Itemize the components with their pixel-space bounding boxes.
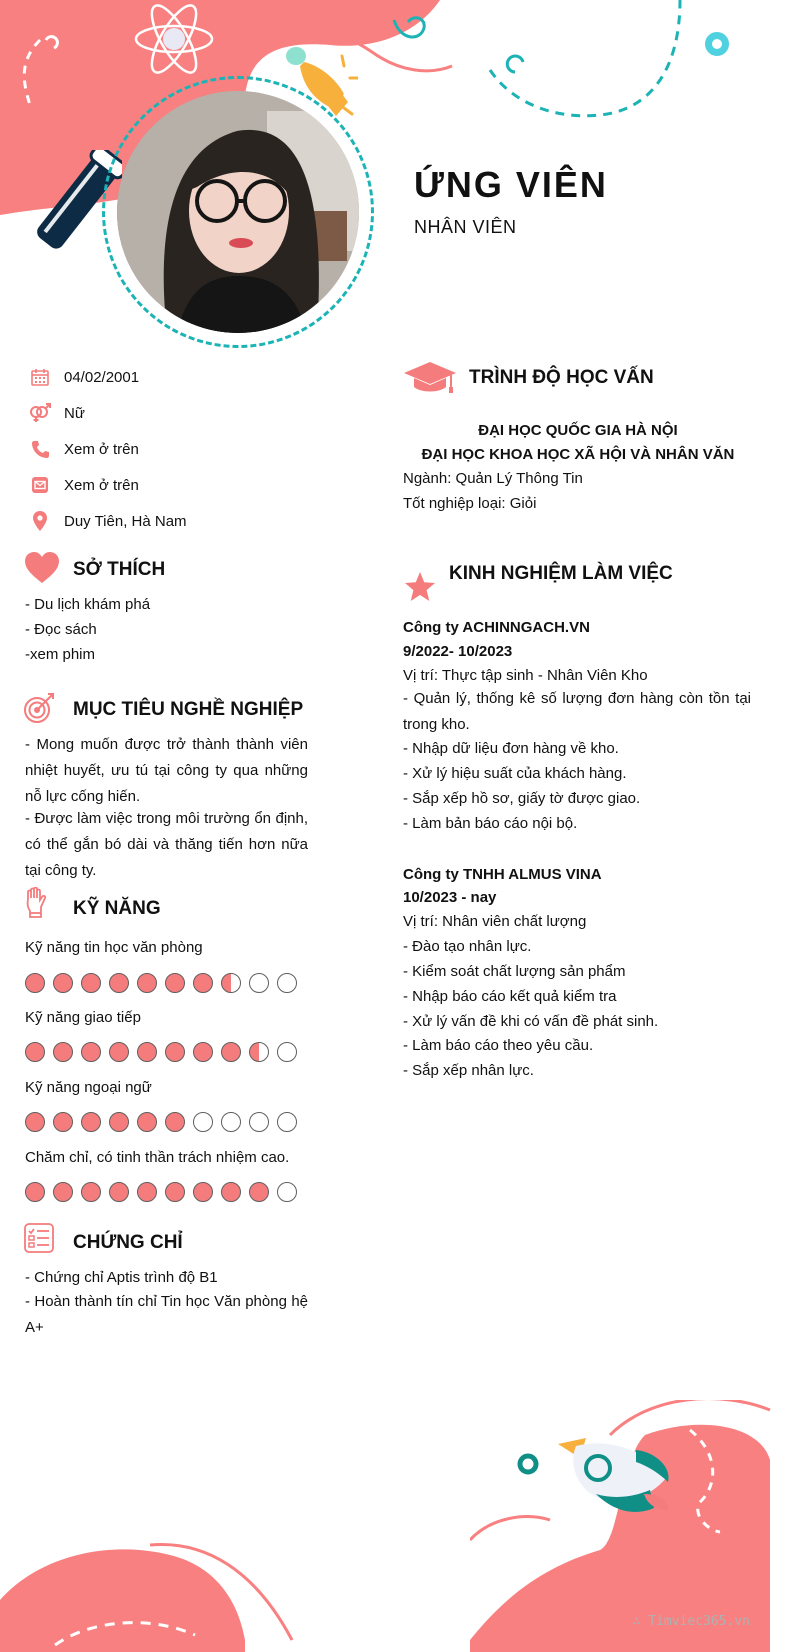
education-title: TRÌNH ĐỘ HỌC VẤN [469,367,654,388]
skill-name: Kỹ năng ngoại ngữ [25,1079,152,1096]
skill-dot [277,1112,297,1132]
skill-dot [277,1182,297,1202]
location-pin-icon [28,509,52,533]
job-company: Công ty TNHH ALMUS VINA [403,866,602,883]
email-text: Xem ở trên [64,476,139,494]
skills-title: KỸ NĂNG [73,898,161,919]
footer-brand-watermark: ∴ Timviec365.vn [632,1614,750,1629]
objective-title: MỤC TIÊU NGHỀ NGHIỆP [73,699,304,720]
hobby-item: -xem phim [25,646,96,663]
skill-dot [81,1112,101,1132]
skill-dot [221,1112,241,1132]
checklist-icon [24,1223,54,1253]
skill-dot [137,1042,157,1062]
contact-birthday [28,365,139,389]
phone-icon [28,437,52,461]
certificates-title: CHỨNG CHỈ [73,1232,183,1253]
skill-dot [249,1042,269,1062]
skill-dot [25,1182,45,1202]
experience-title: KINH NGHIỆM LÀM VIỆC [449,563,673,584]
contact-address [28,509,187,533]
skill-dot [277,973,297,993]
contact-phone [28,437,139,461]
avatar [117,91,359,333]
email-icon [28,473,52,497]
job-duty: - Xử lý hiệu suất của khách hàng. [403,765,627,782]
skill-rating [25,973,297,993]
job-period: 9/2022- 10/2023 [403,643,513,660]
skill-dot [221,1042,241,1062]
atom-icon [132,4,216,74]
skill-dot [109,973,129,993]
target-icon [23,692,55,724]
skill-dot [109,1112,129,1132]
skill-dot [249,973,269,993]
job-duty: - Nhập báo cáo kết quả kiểm tra [403,988,617,1005]
skill-dot [165,973,185,993]
skill-dot [137,1182,157,1202]
job-duty: - Đào tạo nhân lực. [403,938,532,955]
skill-dot [53,1112,73,1132]
job-duty: - Làm bản báo cáo nội bộ. [403,815,578,832]
candidate-position: NHÂN VIÊN [414,217,517,237]
gender-icon [28,401,52,425]
job-role: Vị trí: Nhân viên chất lượng [403,913,587,930]
skill-name: Chăm chỉ, có tinh thần trách nhiệm cao. [25,1149,290,1166]
hobby-item: - Du lịch khám phá [25,596,151,613]
job-duty: - Sắp xếp nhân lực. [403,1062,534,1079]
skill-dot [137,1112,157,1132]
job-duty: - Nhập dữ liệu đơn hàng về kho. [403,740,619,757]
skill-dot [109,1182,129,1202]
skill-rating [25,1112,297,1132]
job-duty: - Xử lý vấn đề khi có vấn đề phát sinh. [403,1013,659,1030]
raised-fist-icon [24,887,48,919]
skill-dot [221,1182,241,1202]
skill-name: Kỹ năng giao tiếp [25,1009,141,1026]
objective-paragraph-2: - Được làm việc trong môi trường ổn định, có thể gắn bó dài và thăng tiến hơn nữa tại công ty. [25,810,308,879]
skill-rating [25,1182,297,1202]
job-duty: - Kiểm soát chất lượng sản phẩm [403,963,626,980]
top-swirl-loop-decoration [390,10,430,50]
skill-dot [25,1112,45,1132]
skill-dot [137,973,157,993]
skill-dot [81,1182,101,1202]
job-duty: - Quản lý, thống kê số lượng đơn hàng còn tồn tại trong kho. [403,690,751,733]
top-right-swirl-decoration [480,0,720,130]
skill-dot [221,973,241,993]
contact-email [28,473,139,497]
phone-text: Xem ở trên [64,440,139,458]
skill-dot [193,1182,213,1202]
candidate-name: ỨNG VIÊN [414,164,608,205]
heart-icon [24,551,60,585]
rocket-icon [556,1438,676,1518]
skill-dot [25,973,45,993]
skill-dot [193,1112,213,1132]
address-text: Duy Tiên, Hà Nam [64,512,187,530]
job-period: 10/2023 - nay [403,889,497,906]
certificate-item: - Chứng chỉ Aptis trình độ B1 [25,1269,218,1286]
skill-dot [109,1042,129,1062]
gender-text: Nữ [64,404,85,422]
skill-dot [165,1112,185,1132]
calendar-icon [28,365,52,389]
job-duty: - Sắp xếp hồ sơ, giấy tờ được giao. [403,790,641,807]
objective-paragraph-1: - Mong muốn được trở thành thành viên nhiệt huyết, ưu tú tại công ty qua những nỗ lực cống hiến. [25,736,308,805]
skill-dot [277,1042,297,1062]
skill-name: Kỹ năng tin học văn phòng [25,939,203,956]
avatar-portrait [117,91,359,333]
star-icon [404,571,436,603]
cyan-ring-decoration [705,32,729,56]
birthday-text: 04/02/2001 [64,368,140,386]
skill-dot [165,1182,185,1202]
skill-dot [53,1042,73,1062]
certificate-item: - Hoàn thành tín chỉ Tin học Văn phòng hệ A+ [25,1293,308,1336]
education-major: Ngành: Quản Lý Thông Tin [403,470,583,487]
skill-dot [249,1112,269,1132]
job-role: Vị trí: Thực tập sinh - Nhân Viên Kho [403,667,648,684]
school-name-2: ĐẠI HỌC KHOA HỌC XÃ HỘI VÀ NHÂN VĂN [421,446,735,463]
contact-gender [28,401,85,425]
skill-dot [193,973,213,993]
skill-dot [81,973,101,993]
job-company: Công ty ACHINNGACH.VN [403,619,590,636]
hobby-item: - Đọc sách [25,621,97,638]
skill-dot [53,973,73,993]
skill-dot [249,1182,269,1202]
skill-dot [25,1042,45,1062]
skill-dot [81,1042,101,1062]
skill-dot [193,1042,213,1062]
school-name-1: ĐẠI HỌC QUỐC GIA HÀ NỘI [478,422,678,439]
skill-rating [25,1042,297,1062]
bottom-left-wave-decoration [0,1500,320,1652]
skill-dot [53,1182,73,1202]
hobbies-title: SỞ THÍCH [73,559,166,580]
skill-dot [165,1042,185,1062]
graduation-cap-icon [403,360,457,394]
job-duty: - Làm báo cáo theo yêu cầu. [403,1037,594,1054]
education-grade: Tốt nghiệp loại: Giỏi [403,495,537,512]
